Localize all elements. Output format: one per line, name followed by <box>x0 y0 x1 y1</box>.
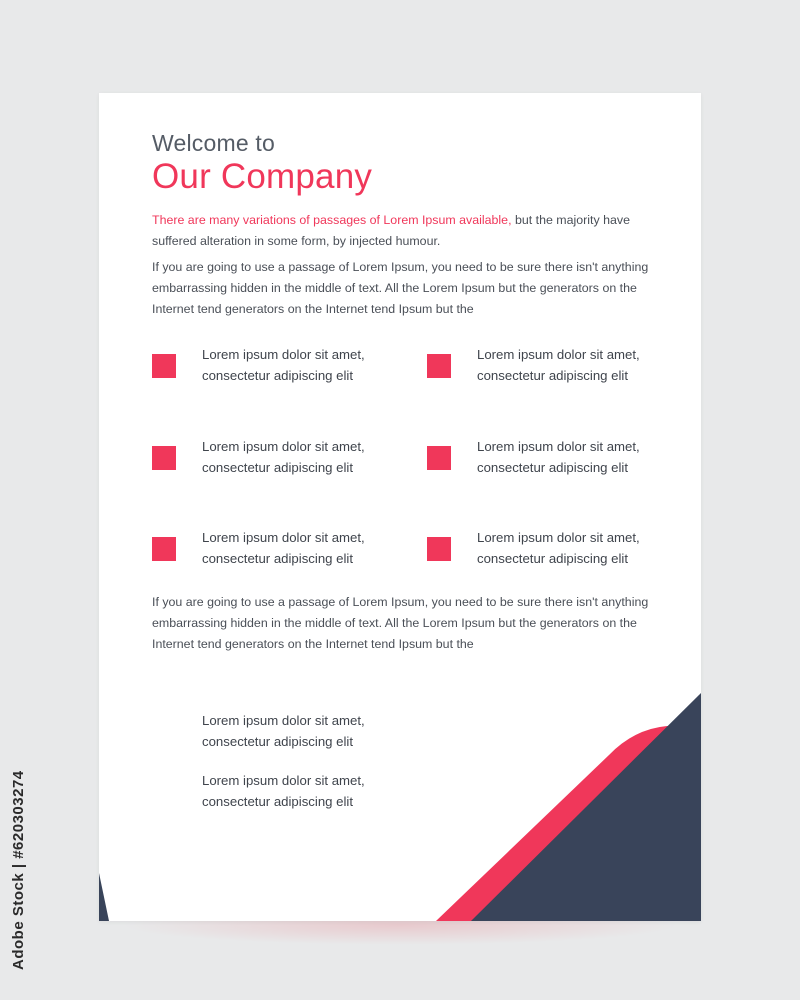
navy-corner-left <box>99 873 109 921</box>
feature-text: Lorem ipsum dolor sit amet, consectetur adipiscing elit <box>477 347 640 383</box>
feature-text: Lorem ipsum dolor sit amet, consectetur adipiscing elit <box>202 347 365 383</box>
feature-text: Lorem ipsum dolor sit amet, consectetur adipiscing elit <box>202 530 365 566</box>
feature-text: Lorem ipsum dolor sit amet, consectetur adipiscing elit <box>477 439 640 475</box>
feature-text: Lorem ipsum dolor sit amet, consectetur adipiscing elit <box>477 530 640 566</box>
intro-rest: but the majority have suffered alteration in some form, by injected humour. <box>152 213 630 248</box>
bottom-text-item: Lorem ipsum dolor sit amet, consectetur adipiscing elit <box>202 773 365 809</box>
stock-id-label: Adobe Stock | #620303274 <box>10 770 27 970</box>
intro-highlight: There are many variations of passages of Lorem Ipsum available, <box>152 213 512 227</box>
flyer-page <box>99 93 701 921</box>
feature-text: Lorem ipsum dolor sit amet, consectetur adipiscing elit <box>202 439 365 475</box>
body-paragraph-2: If you are going to use a passage of Lorem Ipsum, you need to be sure there isn't anything embarrassing hidden in the middle of text. All the Lorem Ipsum but the generators on the Internet tend generators on the Internet tend Ipsum but the <box>152 595 649 651</box>
company-title: Our Company <box>152 157 373 196</box>
bottom-text-item: Lorem ipsum dolor sit amet, consectetur adipiscing elit <box>202 713 365 749</box>
body-paragraph-1: If you are going to use a passage of Lorem Ipsum, you need to be sure there isn't anything embarrassing hidden in the middle of text. All the Lorem Ipsum but the generators on the Internet tend generators on the Internet tend Ipsum but the <box>152 260 649 316</box>
corner-decoration <box>99 93 701 921</box>
welcome-heading: Welcome to <box>152 130 276 156</box>
